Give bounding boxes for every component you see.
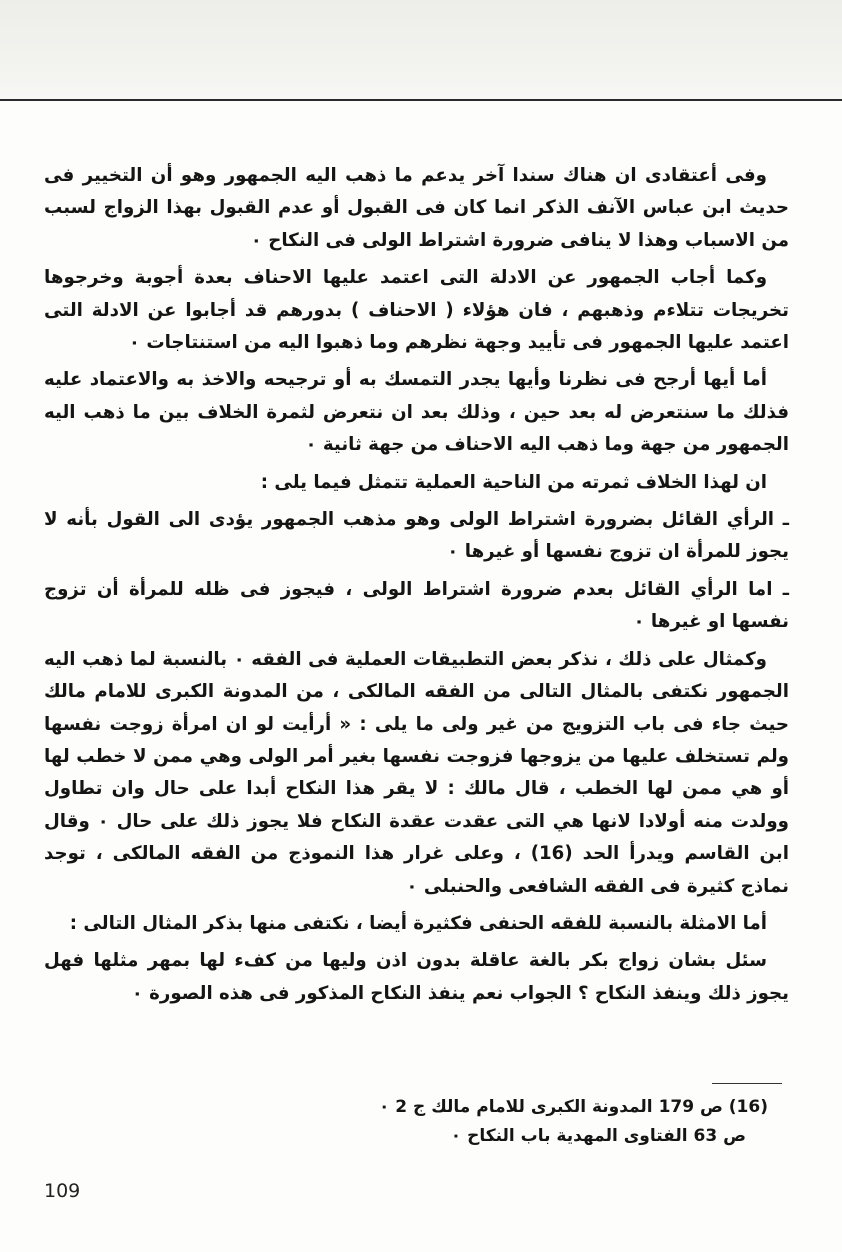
bullet-item: ـ الرأي القائل بضرورة اشتراط الولى وهو مذهب الجمهور يؤدى الى القول بأنه لا يجوز للمرأة ان تزوج نفسها أو غيرها ٠ xyxy=(44,509,789,563)
footnote: ص 63 الفتاوى المهدية باب النكاح ٠ xyxy=(450,1126,746,1146)
header-rule xyxy=(0,99,842,101)
footnotes xyxy=(300,1093,768,1151)
paragraph: أما أيها أرجح فى نظرنا وأيها يجدر التمسك به أو ترجيحه والاخذ به والاعتماد عليه فذلك ما سنتعرض له بعد حين ، وذلك بعد ان نتعرض لثمرة الخلاف بين ما ذهب اليه الجمهور من جهة وما ذهب اليه الاحناف من جهة ثانية ٠ xyxy=(44,369,789,456)
paragraph: أما الامثلة بالنسبة للفقه الحنفى فكثيرة أيضا ، نكتفى منها بذكر المثال التالى : xyxy=(69,912,767,934)
page-number: 109 xyxy=(44,1180,81,1202)
footnote-separator xyxy=(712,1083,782,1084)
footnote: (16) ص 179 المدونة الكبرى للامام مالك ج 2 ٠ xyxy=(378,1097,768,1117)
paragraph: وكمثال على ذلك ، نذكر بعض التطبيقات العملية فى الفقه ٠ بالنسبة لما ذهب اليه الجمهور نكتفى بالمثال التالى من الفقه المالكى ، من المدونة الكبرى للامام مالك حيث جاء فى باب التزويج من غير ولى ما يلى : « أرأيت لو ان امرأة زوجت نفسها ولم تستخلف عليها من يزوجها فزوجت نفسها بغير أمر الولى وهي ممن لا خطب لها أو هي ممن لها الخطب ، قال مالك : لا يقر هذا النكاح أبدا على حال وان تطاول وولدت منه أولادا لانها هي التى عقدت عقدة النكاح فلا يجوز ذلك على حال ٠ وقال ابن القاسم ويدرأ الحد (16) ، وعلى غرار هذا النموذج من الفقه المالكى ، توجد نماذج كثيرة فى الفقه الشافعى والحنبلى ٠ xyxy=(44,648,789,897)
paragraph: وفى أعتقادى ان هناك سندا آخر يدعم ما ذهب اليه الجمهور وهو أن التخيير فى حديث ابن عباس الآنف الذكر انما كان فى القبول أو عدم القبول بهذا الزواج لسبب من الاسباب وهذا لا ينافى ضرورة اشتراط الولى فى النكاح ٠ xyxy=(44,165,789,251)
page-top-shading xyxy=(0,0,842,100)
bullet-item: ـ اما الرأي القائل بعدم ضرورة اشتراط الولى ، فيجوز فى ظله للمرأة أن تزوج نفسها او غيرها ٠ xyxy=(44,578,789,633)
paragraph: وكما أجاب الجمهور عن الادلة التى اعتمد عليها الاحناف بعدة أجوبة وخرجوها تخريجات تتلاءم وذهبهم ، فان هؤلاء ( الاحناف ) بدورهم قد أجابوا عن الادلة التى اعتمد عليها الجمهور فى تأييد وجهة نظرهم وما ذهبوا اليه من استنتاجات ٠ xyxy=(44,267,789,354)
paragraph: سئل بشان زواج بكر بالغة عاقلة بدون اذن وليها من كفء لها بمهر مثلها فهل يجوز ذلك وينفذ النكاح ؟ الجواب نعم ينفذ النكاح المذكور فى هذه الصورة ٠ xyxy=(44,950,789,1004)
page-body xyxy=(44,160,789,1015)
paragraph: ان لهذا الخلاف ثمرته من الناحية العملية تتمثل فيما يلى : xyxy=(260,471,767,493)
